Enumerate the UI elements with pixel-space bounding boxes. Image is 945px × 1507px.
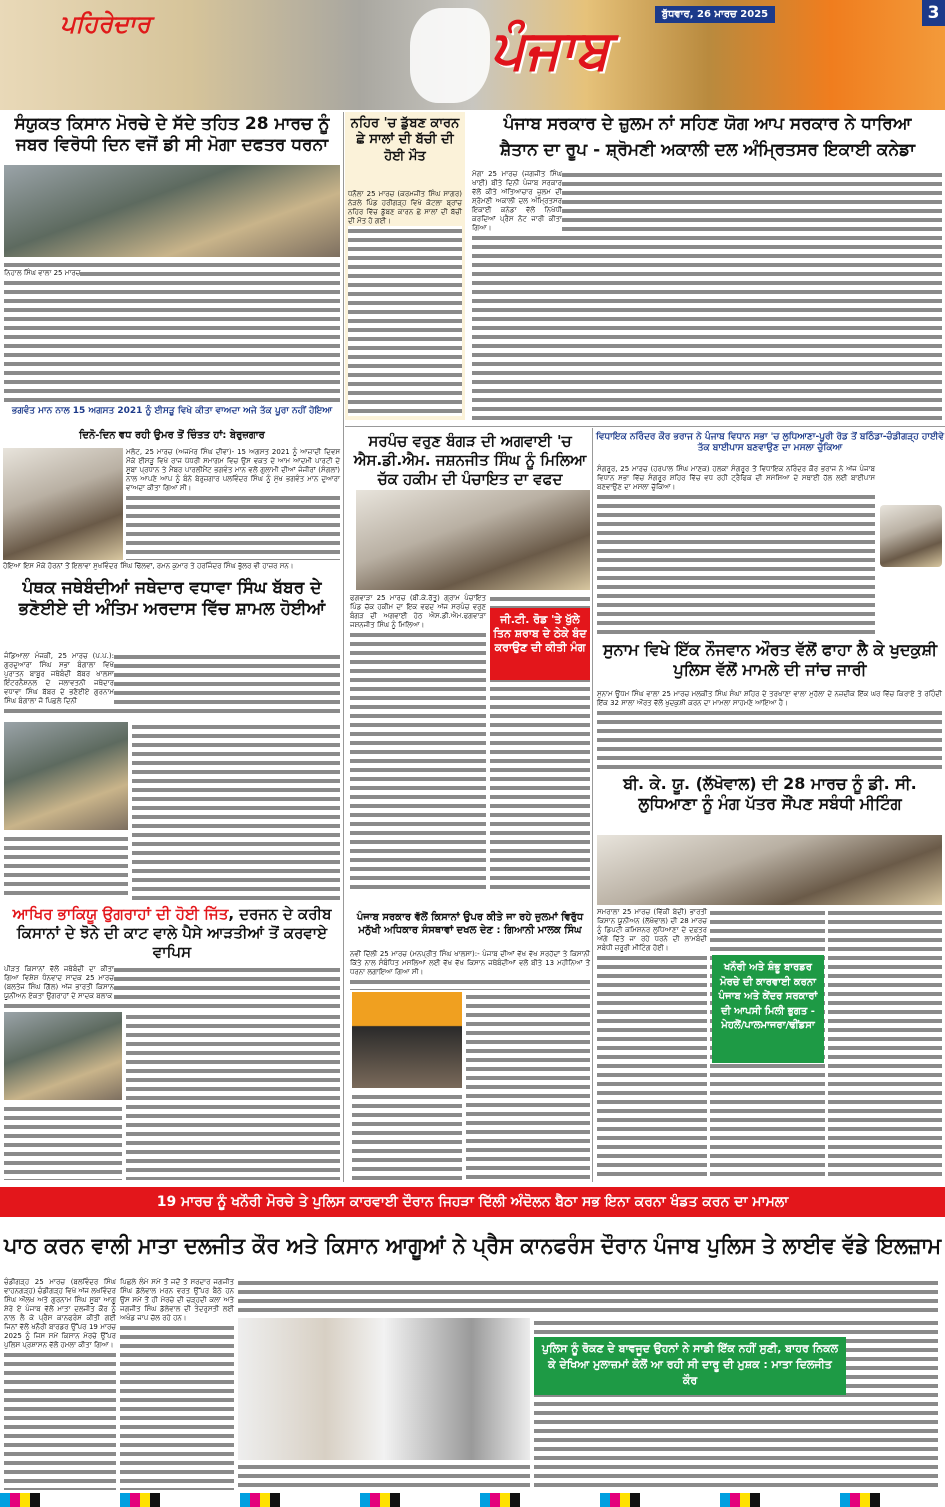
article-body-a12-top xyxy=(238,1278,938,1316)
article-body-a11-col2 xyxy=(466,992,590,1180)
column-divider xyxy=(343,112,344,1182)
article-body-a9-col3 xyxy=(828,908,942,1180)
headline-a12: ਪਾਠ ਕਰਨ ਵਾਲੀ ਮਾਤਾ ਦਲਜੀਤ ਕੌਰ ਅਤੇ ਕਿਸਾਨ ਆਗੂਆਂ ਨੇ ਪ੍ਰੈਸ ਕਾਨਫਰੰਸ ਦੌਰਾਨ ਪੰਜਾਬ ਪੁਲਿਸ ਤੇ ਲਾਈਵ ਵੱਡੇ ਇਲਜ਼ਾਮ xyxy=(4,1234,942,1259)
photo-bku-meeting xyxy=(597,835,942,905)
headline-a8: ਸੁਨਾਮ ਵਿਖੇ ਇੱਕ ਨੌਜਵਾਨ ਔਰਤ ਵੱਲੋਂ ਫਾਹਾ ਲੈ ਕੇ ਖੁਦਕੁਸ਼ੀ ਪੁਲਿਸ ਵੱਲੋਂ ਮਾਮਲੇ ਦੀ ਜਾਂਚ ਜਾਰੀ xyxy=(602,640,938,679)
headline-a3-line1: ਪੰਜਾਬ ਸਰਕਾਰ ਦੇ ਜ਼ੁਲਮ ਨਾਂ ਸਹਿਣ ਯੋਗ ਆਪ ਸਰਕਾਰ ਨੇ ਧਾਰਿਆ xyxy=(503,114,912,134)
photo-mla xyxy=(880,505,942,567)
page-number: 3 xyxy=(922,0,945,26)
caption-a4: ਹੋਇਆ ਇਸ ਮੌਕੇ ਹੋਰਨਾਂ ਤੋਂ ਇਲਾਵਾ ਸੁਖਵਿੰਦਰ ਸਿੰਘ ਢਿੱਲਵਾਂ, ਰਮਨ ਕੁਮਾਰ ਤੇ ਹਰਜਿੰਦਰ ਸਿੰਘ ਭੁੱਲਰ ਵੀ ਹਾਜ਼ਰ ਸਨ। xyxy=(3,562,340,571)
article-body-a1: ਨਿਹਾਲ ਸਿੰਘ ਵਾਲਾ 25 ਮਾਰਚ xyxy=(4,260,340,402)
headline-a3-line2: ਸ਼ੈਤਾਨ ਦਾ ਰੂਪ - ਸ਼੍ਰੋਮਣੀ ਅਕਾਲੀ ਦਲ ਅੰਮ੍ਰਿਤਸਰ ਇਕਾਈ ਕਨੇਡਾ xyxy=(500,140,915,160)
paper-logo: ਪਹਿਰੇਦਾਰ xyxy=(60,10,151,38)
photo-farmers-celebration xyxy=(4,1012,122,1100)
article-body-a10-col2 xyxy=(126,1012,340,1180)
highlight-box-a9: ਖਨੌਰੀ ਅਤੇ ਸ਼ੰਭੂ ਬਾਰਡਰ ਮੋਰਚੇ ਦੀ ਕਾਰਵਾਈ ਕਰਨਾ ਪੰਜਾਬ ਅਤੇ ਕੇਂਦਰ ਸਰਕਾਰਾਂ ਦੀ ਆਪਸੀ ਮਿਲੀ ਭੁਗਤ - ਮੇਹਲੋਂ/ਪਾਲਮਾਜਰਾ/ਢੀਂਡਸਾ xyxy=(712,955,824,1063)
headline-a2: ਨਹਿਰ 'ਚ ਡੁੱਬਣ ਕਾਰਨ ਛੇ ਸਾਲਾਂ ਦੀ ਬੱਚੀ ਦੀ ਹੋਈ ਮੌਤ xyxy=(350,116,460,164)
article-body-a12: ਚੰਡੀਗੜ੍ਹ 25 ਮਾਰਚ (ਬਲਵਿੰਦਰ ਸਿੰਘ ਵਾਹਨਗੜ੍ਹ) ਚੰਡੀਗੜ੍ਹ ਵਿਖੇ ਅੱਜ ਲਖਵਿੰਦਰ ਸਿੰਘ ਔਲਖ ਅਤੇ ਗੁਰਨਾਮ ਸਿੰਘ ਸੂਬਾ ਆਗੂ ਸ਼ੇਰੇ ਏ ਪੰਜਾਬ ਵੱਲੋਂ ਮਾਤਾ ਦਲਜੀਤ ਕੌਰ ਨੂੰ ਨਾਲ ਲੈ ਕੇ ਪ੍ਰੈਸ ਕਾਨਫਰੰਸ ਕੀਤੀ ਗਈ ਜਿਨਾਂ ਵੱਲੋਂ ਖਨੌਰੀ ਬਾਰਡਰ ਉੱਪਰ 19 ਮਾਰਚ 2025 ਨੂੰ ਜਿਸ ਸਮੇਂ ਕਿਸਾਨ ਮੋਰਚੇ ਉੱਪਰ ਪੁਲਿਸ ਪ੍ਰਸ਼ਾਸਨ ਵੱਲੋਂ ਹਮਲਾ ਕੀਤਾ ਗਿਆ। xyxy=(4,1278,116,1490)
article-body-a7-col2 xyxy=(132,722,340,900)
row-divider xyxy=(345,426,945,427)
article-body-a11: ਨਵੀਂ ਦਿੱਲੀ 25 ਮਾਰਚ (ਮਨਪ੍ਰੀਤ ਸਿੰਘ ਖਾਲਸਾ):- ਪੰਜਾਬ ਦੀਆਂ ਵੱਖ ਵੱਖ ਸਰਹੱਦਾਂ ਤੇ ਕਿਸਾਨੀ ਕਿੱਤੇ ਨਾਲ ਸੰਬੰਧਿਤ ਮਸਲਿਆਂ ਲਈ ਵੱਖ ਵੱਖ ਕਿਸਾਨ ਜਥੇਬੰਦੀਆਂ ਵਲੋਂ ਬੀਤੇ 13 ਮਹੀਨਿਆਂ ਤੋਂ ਧਰਨਾ ਲਗਾਇਆ ਗਿਆ ਸੀ। xyxy=(350,950,590,990)
article-body-a4: ਮਲੋਟ, 25 ਮਾਰਚ (ਅਜਮੇਰ ਸਿੰਘ ਦੀਵਾ)- 15 ਅਗਸਤ 2021 ਨੂੰ ਆਜ਼ਾਦੀ ਦਿਵਸ ਮੌਕੇ ਈਸੜੂ ਵਿਖੇ ਰਾਜ ਪੱਧਰੀ ਸਮਾਗਮ ਵਿਚ ਉਸ ਵਕਤ ਦੇ ਆਮ ਆਦਮੀ ਪਾਰਟੀ ਦੇ ਸੂਬਾ ਪ੍ਰਧਾਨ ਤੇ ਮੈਂਬਰ ਪਾਰਲੀਮੈਂਟ ਭਗਵੰਤ ਮਾਨ ਵਲੋਂ ਗੁਲਾਮੀ ਦੀਆਂ ਜੰਜੀਰਾਂ (ਸੰਗਲਾਂ) ਨਾਲ ਆਪਣੇ ਆਪ ਨੂੰ ਬੰਨੇ ਬੇਰੁਜ਼ਗਾਰ ਪਲਵਿੰਦਰ ਸਿੰਘ ਨੂੰ ਮੁੱਖ ਭਗਵੰਤ ਮਾਨ ਦੁਆਰਾ ਵਾਅਦਾ ਕੀਤਾ ਗਿਆ ਸੀ। xyxy=(126,448,340,560)
article-body-a12-col3 xyxy=(238,1462,530,1490)
headline-a10 xyxy=(2,905,342,961)
issue-date: ਬੁੱਧਵਾਰ, 26 ਮਾਰਚ 2025 xyxy=(655,6,775,23)
headline-a12-container xyxy=(0,1220,945,1274)
article-body-a9: ਸਮਰਾਲਾ 25 ਮਾਰਚ (ਵਿੱਕੀ ਬੇਦੀ) ਭਾਰਤੀ ਕਿਸਾਨ ਯੂਨੀਅਨ (ਲੱਖੋਵਾਲ) ਦੀ 28 ਮਾਰਚ ਨੂੰ ਡਿਪਟੀ ਕਮਿਸ਼ਨਰ ਲੁਧਿਆਣਾ ਦੇ ਦਫ਼ਤਰ ਅੱਗੇ ਦਿੱਤੇ ਜਾ ਰਹੇ ਧਰਨੇ ਦੀ ਲਾਮਬੰਦੀ ਸਬੰਧੀ ਜ਼ਰੂਰੀ ਮੀਟਿੰਗ ਹੋਈ। xyxy=(597,908,707,1180)
article-body-a7-col3 xyxy=(4,834,128,900)
headline-a4: ਭਗਵੰਤ ਮਾਨ ਨਾਲ 15 ਅਗਸਤ 2021 ਨੂੰ ਈਸੜੂ ਵਿਖੇ ਕੀਤਾ ਵਾਅਦਾ ਅਜੇ ਤੱਕ ਪੂਰਾ ਨਹੀਂ ਹੋਇਆ xyxy=(11,406,333,416)
headline-a7: ਪੰਥਕ ਜਥੇਬੰਦੀਆਂ ਜਥੇਦਾਰ ਵਧਾਵਾ ਸਿੰਘ ਬੱਬਰ ਦੇ ਭਣੋਈਏ ਦੀ ਅੰਤਿਮ ਅਰਦਾਸ ਵਿੱਚ ਸ਼ਾਮਲ ਹੋਈਆਂ xyxy=(18,578,326,620)
highlight-box-a5: ਜੀ.ਟੀ. ਰੋਡ 'ਤੇ ਖੁੱਲੇ ਤਿਨ ਸ਼ਰਾਬ ਦੇ ਠੇਕੇ ਬੰਦ ਕਰਾਉਣ ਦੀ ਕੀਤੀ ਮੰਗ xyxy=(490,608,590,680)
article-body-a11-col3 xyxy=(352,1092,462,1180)
color-registration-bar xyxy=(0,1493,945,1507)
headline-a6: ਵਿਧਾਇਕ ਨਰਿੰਦਰ ਕੌਰ ਭਰਾਜ ਨੇ ਪੰਜਾਬ ਵਿਧਾਨ ਸਭਾ 'ਚ ਲੁਧਿਆਣਾ-ਪੂਰੀ ਰੋਡ ਤੋਂ ਬਠਿੰਡਾ-ਚੰਡੀਗੜ੍ਹ ਹਾਈਵੇ ਤੱਕ ਬਾਈਪਾਸ ਬਣਵਾਉਣ ਦਾ ਮਸਲਾ ਚੁੱਕਿਆ xyxy=(595,432,945,454)
article-body-a2: ਧਨੌਲਾ 25 ਮਾਰਚ (ਕਰਮਜੀਤ ਸਿੰਘ ਸਾਗਰ) ਨੇੜਲੇ ਪਿੰਡ ਹਰੀਗੜ੍ਹ ਵਿਖੇ ਕੋਟਲਾ ਬ੍ਰਾਂਚ ਨਹਿਰ ਵਿੱਚ ਡੁੱਬਣ ਕਾਰਨ ਛੇ ਸਾਲਾਂ ਦੀ ਬੱਚੀ ਦੀ ਮੌਤ ਹੋ ਗਈ। xyxy=(348,190,462,416)
article-body-a8: ਸੁਨਾਮ ਊਧਮ ਸਿੰਘ ਵਾਲਾ 25 ਮਾਰਚ ਮਲਕੀਤ ਸਿੰਘ ਸੰਘਾ ਸ਼ਹਿਰ ਦੇ ਤਰਖਾਣਾ ਵਾਲਾ ਮੁਹੱਲਾ ਦੇ ਨਜ਼ਦੀਕ ਇੱਕ ਘਰ ਵਿੱਚ ਕਿਰਾਏ ਤੇ ਰਹਿੰਦੀ ਇੱਕ 32 ਸਾਲਾ ਔਰਤ ਵੱਲੋਂ ਖੁਦਕੁਸ਼ੀ ਕਰਨ ਦਾ ਮਾਮਲਾ ਸਾਹਮਣੇ ਆਇਆ ਹੈ। xyxy=(597,690,942,770)
photo-farmers-protest xyxy=(4,165,340,257)
headline-a9: ਬੀ. ਕੇ. ਯੂ. (ਲੱਖੋਵਾਲ) ਦੀ 28 ਮਾਰਚ ਨੂੰ ਡੀ. ਸੀ. ਲੁਧਿਆਣਾ ਨੂੰ ਮੰਗ ਪੱਤਰ ਸੌਂਪਣ ਸਬੰਧੀ ਮੀਟਿੰਗ xyxy=(623,774,917,813)
subhead-a4: ਦਿਨੋ-ਦਿਨ ਵਧ ਰਹੀ ਉਮਰ ਤੋਂ ਚਿੰਤਤ ਹਾਂ: ਬੇਰੁਜ਼ਗਾਰ xyxy=(79,430,265,441)
photo-delegation xyxy=(356,490,590,590)
article-body-a7: ਜੰਡਿਆਲਾ ਮੰਜਕੀ, 25 ਮਾਰਚ (ਪ.ਪ.): ਗੁਰਦੁਆਰਾ ਸਿੰਘ ਸਭਾ ਬੰਗਾਲਾ ਵਿਖੇ ਪੁਰਾਤਨ ਬਾਬੂਰ ਜਥੇਬੰਦੀ ਬੱਬਰ ਖਾਲਸਾ ਇੰਟਰਨੈਸ਼ਨਲ ਦੇ ਜਲਾਵਤਨੀ ਜਥੇਦਾਰ ਵਧਾਵਾ ਸਿੰਘ ਬੱਬਰ ਦੇ ਭਣੋਈਏ ਗੁਰਨਾਮ ਸਿੰਘ ਬੰਗਾਲਾ ਜੋ ਪਿਛਲੇ ਦਿਨੀ xyxy=(4,652,340,718)
headline-a5: ਸਰਪੰਚ ਵਰੁਣ ਬੰਗੜ ਦੀ ਅਗਵਾਈ 'ਚ ਐਸ.ਡੀ.ਐਮ. ਜਸ਼ਨਜੀਤ ਸਿੰਘ ਨੂੰ ਮਿਲਿਆ ਚੱਕ ਹਕੀਮ ਦੀ ਪੰਚਾਇਤ ਦਾ ਵਫਦ xyxy=(353,432,587,488)
punjab-map-graphic xyxy=(410,8,490,103)
photo-unemployed-youth xyxy=(3,448,123,560)
headline-a1: ਸੰਯੁਕਤ ਕਿਸਾਨ ਮੋਰਚੇ ਦੇ ਸੱਦੇ ਤਹਿਤ 28 ਮਾਰਚ ਨੂੰ ਜਬਰ ਵਿਰੋਧੀ ਦਿਨ ਵਜੋਂ ਡੀ ਸੀ ਮੋਗਾ ਦਫਤਰ ਧਰਨਾ xyxy=(14,114,330,156)
article-body-a10-col3 xyxy=(4,1104,122,1180)
headline-a10-black: , ਦਰਜਨ ਦੇ ਕਰੀਬ ਕਿਸਾਨਾਂ ਦੇ ਝੋਨੇ ਦੀ ਕਾਟ ਵਾਲੇ ਪੈਸੇ ਆੜਤੀਆਂ ਤੋਂ ਕਰਵਾਏ ਵਾਪਿਸ xyxy=(16,905,332,961)
section-title: ਪੰਜਾਬ xyxy=(490,18,610,81)
article-body-a5: ਫਗਵਾੜਾ 25 ਮਾਰਚ (ਬੀ.ਕੇ.ਰੱਤੂ) ਗ੍ਰਾਮ ਪੰਚਾਇਤ ਪਿੰਡ ਚੱਕ ਹਕੀਮ ਦਾ ਇਕ ਵਫਦ ਅੱਜ ਸਰਪੰਚ ਵਰੁਣ ਬੰਗੜ ਦੀ ਅਗਵਾਈ ਹੇਠ ਐਸ.ਡੀ.ਐਮ.ਫਗਵਾੜਾ ਜਸ਼ਨਜੀਤ ਸਿੰਘ ਨੂੰ ਮਿਲਿਆ। xyxy=(350,594,486,894)
article-body-a12-col2: ਪਿਛਲੇ ਲੰਮੇ ਸਮੇਂ ਤੋਂ ਜਦੋਂ ਤੋਂ ਸਰਦਾਰ ਜਗਜੀਤ ਸਿੰਘ ਡੱਲੇਵਾਲ ਮਰਨ ਵਰਤ ਉੱਪਰ ਬੈਠੇ ਹਨ ਉਸ ਸਮੇਂ ਤੋਂ ਹੀ ਮੋਰਚੇ ਦੀ ਚੜ੍ਹਦੀ ਕਲਾ ਅਤੇ ਜਗਜੀਤ ਸਿੰਘ ਡੱਲੇਵਾਲ ਦੀ ਤੰਦਰੁਸਤੀ ਲਈ ਅਖੰਡ ਜਾਪ ਚੱਲ ਰਹੇ ਹਨ। xyxy=(120,1278,234,1490)
column-divider xyxy=(592,428,593,1182)
article-body-a3: ਮੋਗਾ 25 ਮਾਰਚ (ਜਗਜੀਤ ਸਿੰਘ ਖਾਈ) ਬੀਤੇ ਦਿਨੀ ਪੰਜਾਬ ਸਰਕਾਰ ਵੱਲੋਂ ਕੀਤੇ ਅੱਤਿਆਚਾਰ ਜ਼ੁਲਮ ਦੀ ਸ਼੍ਰੋਮਣੀ ਅਕਾਲੀ ਦਲ ਅੰਮ੍ਰਿਤਸਰ ਇਕਾਈ ਕਨੇਡਾ ਵੱਲੋਂ ਨਿਖੇਧੀ ਕਰਦਿਆਂ ਪ੍ਰੈਸ ਨੋਟ ਜਾਰੀ ਕੀਤਾ ਗਿਆ। xyxy=(472,170,942,420)
headline-a10-red: ਆਖਿਰ ਭਾਕਿਯੂ ਉਗਰਾਹਾਂ ਦੀ ਹੋਈ ਜਿੱਤ xyxy=(12,905,229,923)
headline-a11: ਪੰਜਾਬ ਸਰਕਾਰ ਵੱਲੋਂ ਕਿਸਾਨਾਂ ਉਪਰ ਕੀਤੇ ਜਾ ਰਹੇ ਜ਼ੁਲਮਾਂ ਵਿਰੁੱਧ ਮਨੁੱਖੀ ਅਧਿਕਾਰ ਸੰਸਥਾਵਾਂ ਦਖਲ ਦੇਣ : ਗਿਆਨੀ ਮਾਲਕ ਸਿੰਘ xyxy=(356,912,584,936)
highlight-box-a12: ਪੁਲਿਸ ਨੂੰ ਰੋਕਣ ਦੇ ਬਾਵਜੂਦ ਉਹਨਾਂ ਨੇ ਸਾਡੀ ਇੱਕ ਨਹੀਂ ਸੁਣੀ, ਬਾਹਰ ਨਿਕਲ ਕੇ ਦੇਖਿਆ ਮੁਲਾਜ਼ਮਾਂ ਕੋਲੋਂ ਆ ਰਹੀ ਸੀ ਦਾਰੂ ਦੀ ਮੁਸ਼ਕ : ਮਾਤਾ ਦਿਲਜੀਤ ਕੌਰ xyxy=(534,1337,846,1395)
article-body-a10: ਪੀੜਤ ਕਿਸਾਨਾਂ ਵੱਲੋਂ ਜਥੇਬੰਦੀ ਦਾ ਕੀਤਾ ਗਿਆ ਵਿਸ਼ੇਸ਼ ਧੰਨਵਾਦ ਸਾਦਕ 25 ਮਾਰਚ (ਬਲਤੇਜ ਸਿੰਘ ਗਿੱਲ) ਅੱਜ ਭਾਰਤੀ ਕਿਸਾਨ ਯੂਨੀਅਨ ਏਕਤਾ ਉਗਰਾਹਾਂ ਦੇ ਸਾਦਕ ਬਲਾਕ xyxy=(4,965,340,1009)
photo-giani-malak-singh xyxy=(352,992,462,1088)
photo-press-conference xyxy=(238,1318,530,1460)
banner-a12: 19 ਮਾਰਚ ਨੂੰ ਖਨੌਰੀ ਮੋਰਚੇ ਤੇ ਪੁਲਿਸ ਕਾਰਵਾਈ ਦੌਰਾਨ ਜਿਹੜਾ ਦਿੱਲੀ ਅੰਦੋਲਨ ਬੈਠਾ ਸਭ ਇਨਾ ਕਰਨਾ ਖੰਡਤ ਕਰਨ ਦਾ ਮਾਮਲਾ xyxy=(0,1187,945,1217)
article-body-a6: ਸੰਗਰੂਰ, 25 ਮਾਰਚ (ਹਰਪਾਲ ਸਿੰਘ ਮਾਣਕ) ਹਲਕਾ ਸੰਗਰੂਰ ਤੋਂ ਵਿਧਾਇਕ ਨਰਿੰਦਰ ਕੌਰ ਭਰਾਜ ਨੇ ਅੱਜ ਪੰਜਾਬ ਵਿਧਾਨ ਸਭਾ ਵਿੱਚ ਸੰਗਰੂਰ ਸ਼ਹਿਰ ਵਿੱਚ ਵਧ ਰਹੀ ਟ੍ਰੈਫਿਕ ਦੀ ਸਮੱਸਿਆ ਦੇ ਸਥਾਈ ਹੱਲ ਲਈ ਬਾਈਪਾਸ ਬਣਵਾਉਣ ਦਾ ਮਸਲਾ ਚੁੱਕਿਆ। xyxy=(597,465,875,635)
photo-ardas xyxy=(4,722,128,830)
